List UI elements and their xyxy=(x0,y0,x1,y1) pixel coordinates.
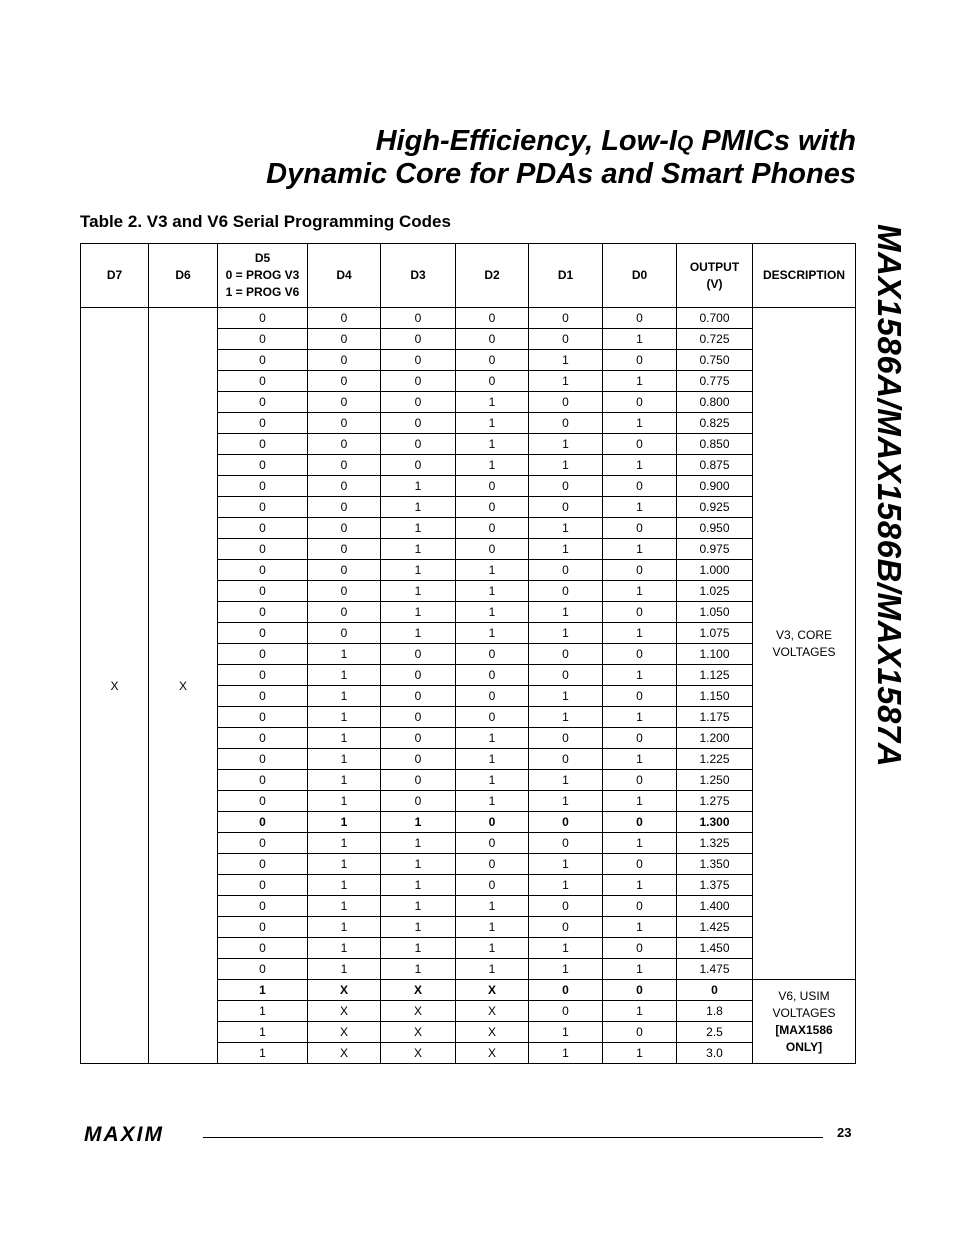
cell-d2: 0 xyxy=(456,833,529,854)
cell-d1: 0 xyxy=(529,812,603,833)
cell-d2: X xyxy=(456,1043,529,1064)
cell-d2: 0 xyxy=(456,854,529,875)
cell-d5: 0 xyxy=(218,602,308,623)
header-d6: D6 xyxy=(149,244,218,308)
cell-d1: 0 xyxy=(529,497,603,518)
cell-d2: 0 xyxy=(456,329,529,350)
cell-d0: 0 xyxy=(603,644,677,665)
cell-d5: 0 xyxy=(218,959,308,980)
cell-d1: 0 xyxy=(529,644,603,665)
cell-d5: 0 xyxy=(218,413,308,434)
cell-output: 1.300 xyxy=(677,812,753,833)
cell-d3: 0 xyxy=(381,308,456,329)
page-title xyxy=(266,126,856,190)
cell-d1: 1 xyxy=(529,623,603,644)
cell-d4: 1 xyxy=(308,770,381,791)
description-line: VOLTAGES xyxy=(772,1005,836,1020)
footer-rule xyxy=(203,1137,823,1138)
cell-d0: 0 xyxy=(603,896,677,917)
cell-output: 1.200 xyxy=(677,728,753,749)
cell-d2: 1 xyxy=(456,602,529,623)
cell-output: 0.975 xyxy=(677,539,753,560)
cell-output: 1.350 xyxy=(677,854,753,875)
cell-output: 1.250 xyxy=(677,770,753,791)
cell-d2: 1 xyxy=(456,959,529,980)
cell-output: 1.175 xyxy=(677,707,753,728)
cell-d2: 1 xyxy=(456,455,529,476)
cell-d3: 0 xyxy=(381,350,456,371)
cell-d1: 0 xyxy=(529,476,603,497)
title-text-a: High-Efficiency, Low-I xyxy=(375,125,677,157)
cell-d0: 0 xyxy=(603,812,677,833)
cell-d0: 1 xyxy=(603,455,677,476)
cell-output: 1.8 xyxy=(677,1001,753,1022)
header-output xyxy=(677,244,753,308)
cell-d1: 1 xyxy=(529,539,603,560)
cell-d1: 0 xyxy=(529,329,603,350)
cell-output: 0.900 xyxy=(677,476,753,497)
table-caption: Table 2. V3 and V6 Serial Programming Codes xyxy=(80,212,451,231)
cell-d1: 0 xyxy=(529,308,603,329)
cell-d5: 0 xyxy=(218,854,308,875)
cell-d0: 1 xyxy=(603,791,677,812)
cell-d4: 0 xyxy=(308,623,381,644)
cell-d5: 0 xyxy=(218,581,308,602)
cell-d3: 0 xyxy=(381,329,456,350)
cell-d1: 1 xyxy=(529,770,603,791)
cell-d1: 1 xyxy=(529,938,603,959)
cell-d2: 0 xyxy=(456,497,529,518)
part-number-sidebar: MAX1586A/MAX1586B/MAX1587A xyxy=(871,224,908,768)
cell-d7: X xyxy=(81,308,149,1064)
cell-output: 0.850 xyxy=(677,434,753,455)
header-d2: D2 xyxy=(456,244,529,308)
cell-d3: 0 xyxy=(381,392,456,413)
cell-d5: 0 xyxy=(218,707,308,728)
cell-d4: 0 xyxy=(308,497,381,518)
cell-output: 0.800 xyxy=(677,392,753,413)
cell-d2: 1 xyxy=(456,623,529,644)
cell-d5: 0 xyxy=(218,539,308,560)
cell-output: 1.375 xyxy=(677,875,753,896)
cell-d3: 0 xyxy=(381,665,456,686)
cell-output: 1.225 xyxy=(677,749,753,770)
cell-d1: 0 xyxy=(529,917,603,938)
cell-d0: 1 xyxy=(603,539,677,560)
cell-d1: 0 xyxy=(529,413,603,434)
cell-output: 1.050 xyxy=(677,602,753,623)
cell-output: 0.925 xyxy=(677,497,753,518)
cell-d5: 0 xyxy=(218,917,308,938)
cell-d3: 0 xyxy=(381,371,456,392)
cell-d0: 0 xyxy=(603,686,677,707)
cell-d4: 1 xyxy=(308,875,381,896)
cell-d4: 1 xyxy=(308,938,381,959)
cell-d5: 0 xyxy=(218,560,308,581)
cell-d1: 1 xyxy=(529,371,603,392)
cell-d2: 1 xyxy=(456,917,529,938)
cell-d5: 0 xyxy=(218,518,308,539)
cell-d0: 1 xyxy=(603,875,677,896)
cell-d1: 1 xyxy=(529,959,603,980)
cell-d2: 1 xyxy=(456,581,529,602)
header-description: DESCRIPTION xyxy=(753,244,856,308)
cell-output: 1.400 xyxy=(677,896,753,917)
cell-d3: X xyxy=(381,1043,456,1064)
cell-d1: 1 xyxy=(529,455,603,476)
cell-d0: 1 xyxy=(603,917,677,938)
cell-d0: 0 xyxy=(603,392,677,413)
cell-d0: 1 xyxy=(603,1001,677,1022)
header-d7: D7 xyxy=(81,244,149,308)
cell-d1: 0 xyxy=(529,581,603,602)
cell-d1: 1 xyxy=(529,1022,603,1043)
cell-output: 1.125 xyxy=(677,665,753,686)
cell-d1: 1 xyxy=(529,686,603,707)
cell-d1: 1 xyxy=(529,791,603,812)
v3-description xyxy=(753,308,856,980)
cell-output: 1.425 xyxy=(677,917,753,938)
cell-d5: 0 xyxy=(218,434,308,455)
cell-d2: X xyxy=(456,1001,529,1022)
cell-d1: 1 xyxy=(529,602,603,623)
cell-d0: 0 xyxy=(603,602,677,623)
cell-d3: 0 xyxy=(381,749,456,770)
cell-d4: 0 xyxy=(308,329,381,350)
cell-d2: X xyxy=(456,1022,529,1043)
cell-d3: 1 xyxy=(381,896,456,917)
cell-d5: 0 xyxy=(218,392,308,413)
cell-d0: 0 xyxy=(603,1022,677,1043)
cell-d3: 1 xyxy=(381,623,456,644)
cell-d0: 1 xyxy=(603,497,677,518)
cell-d4: 1 xyxy=(308,959,381,980)
cell-d2: 1 xyxy=(456,434,529,455)
programming-codes-table xyxy=(80,243,856,1064)
cell-d0: 1 xyxy=(603,371,677,392)
cell-d4: 0 xyxy=(308,308,381,329)
cell-d0: 0 xyxy=(603,854,677,875)
description-line: V6, USIM xyxy=(778,988,830,1003)
cell-d2: 1 xyxy=(456,392,529,413)
cell-d5: 0 xyxy=(218,728,308,749)
cell-d5: 0 xyxy=(218,455,308,476)
cell-d4: 1 xyxy=(308,665,381,686)
header-d1: D1 xyxy=(529,244,603,308)
description-line: ONLY] xyxy=(785,1039,823,1054)
header-d3: D3 xyxy=(381,244,456,308)
cell-d5: 0 xyxy=(218,329,308,350)
cell-d3: 1 xyxy=(381,539,456,560)
cell-output: 1.150 xyxy=(677,686,753,707)
cell-d5: 1 xyxy=(218,980,308,1001)
cell-d5: 0 xyxy=(218,644,308,665)
cell-d5: 0 xyxy=(218,371,308,392)
cell-d0: 0 xyxy=(603,770,677,791)
cell-output: 0.950 xyxy=(677,518,753,539)
cell-d4: X xyxy=(308,1043,381,1064)
cell-d1: 1 xyxy=(529,1043,603,1064)
cell-d4: 1 xyxy=(308,728,381,749)
cell-d5: 0 xyxy=(218,896,308,917)
cell-d5: 1 xyxy=(218,1043,308,1064)
cell-d3: 1 xyxy=(381,518,456,539)
cell-d4: 0 xyxy=(308,560,381,581)
cell-d1: 0 xyxy=(529,1001,603,1022)
cell-d2: 1 xyxy=(456,938,529,959)
cell-output: 2.5 xyxy=(677,1022,753,1043)
cell-d0: 1 xyxy=(603,623,677,644)
cell-d5: 0 xyxy=(218,791,308,812)
cell-d4: 0 xyxy=(308,413,381,434)
cell-d1: 1 xyxy=(529,854,603,875)
cell-d2: 0 xyxy=(456,665,529,686)
cell-d5: 0 xyxy=(218,770,308,791)
cell-d4: 0 xyxy=(308,392,381,413)
cell-d0: 0 xyxy=(603,308,677,329)
cell-d5: 0 xyxy=(218,875,308,896)
cell-d0: 1 xyxy=(603,959,677,980)
description-line: [MAX1586 xyxy=(775,1022,833,1037)
cell-d4: 1 xyxy=(308,791,381,812)
cell-d3: X xyxy=(381,1001,456,1022)
cell-output: 1.000 xyxy=(677,560,753,581)
cell-d3: 1 xyxy=(381,560,456,581)
cell-d5: 0 xyxy=(218,623,308,644)
cell-d0: 0 xyxy=(603,560,677,581)
cell-d1: 0 xyxy=(529,749,603,770)
cell-output: 0.725 xyxy=(677,329,753,350)
cell-d0: 1 xyxy=(603,833,677,854)
cell-d2: 0 xyxy=(456,812,529,833)
cell-d2: X xyxy=(456,980,529,1001)
cell-d5: 1 xyxy=(218,1022,308,1043)
cell-d4: 1 xyxy=(308,707,381,728)
cell-d0: 1 xyxy=(603,665,677,686)
cell-d2: 0 xyxy=(456,371,529,392)
cell-d0: 0 xyxy=(603,518,677,539)
cell-d0: 0 xyxy=(603,938,677,959)
cell-d4: 1 xyxy=(308,917,381,938)
cell-d1: 1 xyxy=(529,350,603,371)
cell-output: 1.275 xyxy=(677,791,753,812)
cell-d2: 0 xyxy=(456,539,529,560)
cell-output: 1.075 xyxy=(677,623,753,644)
cell-d0: 0 xyxy=(603,350,677,371)
cell-d3: 0 xyxy=(381,686,456,707)
table-header-row xyxy=(81,244,856,308)
cell-d4: 0 xyxy=(308,539,381,560)
header-output-line1: OUTPUT xyxy=(689,259,740,274)
cell-d2: 1 xyxy=(456,560,529,581)
cell-d6: X xyxy=(149,308,218,1064)
header-d5-line2: 0 = PROG V3 xyxy=(225,268,300,282)
cell-d2: 1 xyxy=(456,896,529,917)
header-output-line2: (V) xyxy=(706,276,723,291)
cell-output: 0 xyxy=(677,980,753,1001)
cell-d1: 1 xyxy=(529,518,603,539)
cell-d1: 1 xyxy=(529,707,603,728)
title-subscript: Q xyxy=(676,132,694,155)
cell-d5: 0 xyxy=(218,476,308,497)
v6-description xyxy=(753,980,856,1064)
header-d5-line1: D5 xyxy=(254,251,271,265)
cell-d4: 1 xyxy=(308,854,381,875)
cell-d4: 1 xyxy=(308,896,381,917)
cell-d2: 0 xyxy=(456,518,529,539)
cell-output: 0.825 xyxy=(677,413,753,434)
cell-d2: 0 xyxy=(456,686,529,707)
cell-d5: 0 xyxy=(218,497,308,518)
header-d0: D0 xyxy=(603,244,677,308)
cell-d1: 0 xyxy=(529,896,603,917)
cell-d3: 1 xyxy=(381,497,456,518)
cell-d4: X xyxy=(308,1022,381,1043)
cell-d5: 0 xyxy=(218,938,308,959)
cell-d3: 1 xyxy=(381,833,456,854)
table-row xyxy=(81,308,856,329)
cell-d2: 1 xyxy=(456,413,529,434)
cell-d3: 0 xyxy=(381,791,456,812)
cell-d3: X xyxy=(381,1022,456,1043)
header-d5-line3: 1 = PROG V6 xyxy=(225,285,300,299)
description-line: VOLTAGES xyxy=(772,644,836,659)
cell-d3: 1 xyxy=(381,812,456,833)
cell-d4: 0 xyxy=(308,350,381,371)
cell-d2: 0 xyxy=(456,350,529,371)
cell-d0: 1 xyxy=(603,749,677,770)
cell-d3: 1 xyxy=(381,917,456,938)
cell-d4: 1 xyxy=(308,749,381,770)
cell-output: 1.325 xyxy=(677,833,753,854)
cell-d1: 0 xyxy=(529,980,603,1001)
cell-output: 1.450 xyxy=(677,938,753,959)
cell-d3: 1 xyxy=(381,581,456,602)
cell-d4: 0 xyxy=(308,455,381,476)
header-d4: D4 xyxy=(308,244,381,308)
cell-output: 1.475 xyxy=(677,959,753,980)
cell-output: 3.0 xyxy=(677,1043,753,1064)
cell-d1: 1 xyxy=(529,434,603,455)
cell-d3: 1 xyxy=(381,875,456,896)
cell-d0: 0 xyxy=(603,476,677,497)
title-line-2: Dynamic Core for PDAs and Smart Phones xyxy=(266,158,856,190)
cell-d1: 0 xyxy=(529,392,603,413)
title-line-1 xyxy=(266,126,856,159)
cell-d2: 0 xyxy=(456,875,529,896)
cell-d4: 1 xyxy=(308,812,381,833)
cell-d3: X xyxy=(381,980,456,1001)
cell-d3: 1 xyxy=(381,959,456,980)
maxim-logo-text: MAXIM xyxy=(84,1124,164,1144)
cell-d4: 0 xyxy=(308,371,381,392)
cell-d3: 1 xyxy=(381,602,456,623)
cell-d4: 0 xyxy=(308,581,381,602)
cell-d1: 0 xyxy=(529,665,603,686)
cell-output: 1.100 xyxy=(677,644,753,665)
cell-output: 0.775 xyxy=(677,371,753,392)
cell-d4: 0 xyxy=(308,602,381,623)
cell-d2: 0 xyxy=(456,707,529,728)
cell-d0: 1 xyxy=(603,1043,677,1064)
cell-d2: 1 xyxy=(456,728,529,749)
cell-d5: 0 xyxy=(218,749,308,770)
cell-d4: 1 xyxy=(308,833,381,854)
page-number: 23 xyxy=(837,1125,852,1140)
cell-d0: 0 xyxy=(603,434,677,455)
cell-d5: 1 xyxy=(218,1001,308,1022)
cell-d3: 0 xyxy=(381,455,456,476)
cell-d1: 0 xyxy=(529,560,603,581)
cell-d2: 0 xyxy=(456,476,529,497)
cell-d5: 0 xyxy=(218,812,308,833)
cell-d5: 0 xyxy=(218,833,308,854)
cell-d0: 0 xyxy=(603,980,677,1001)
cell-output: 0.875 xyxy=(677,455,753,476)
cell-d2: 1 xyxy=(456,770,529,791)
cell-d4: 0 xyxy=(308,476,381,497)
cell-d5: 0 xyxy=(218,308,308,329)
cell-d3: 0 xyxy=(381,434,456,455)
cell-d2: 0 xyxy=(456,308,529,329)
cell-d5: 0 xyxy=(218,686,308,707)
cell-d0: 1 xyxy=(603,329,677,350)
cell-output: 0.750 xyxy=(677,350,753,371)
header-d5 xyxy=(218,244,308,308)
cell-d3: 1 xyxy=(381,476,456,497)
cell-d0: 1 xyxy=(603,707,677,728)
cell-d0: 1 xyxy=(603,581,677,602)
cell-d5: 0 xyxy=(218,350,308,371)
cell-output: 1.025 xyxy=(677,581,753,602)
cell-d2: 0 xyxy=(456,644,529,665)
cell-d4: 1 xyxy=(308,686,381,707)
cell-output: 0.700 xyxy=(677,308,753,329)
table-body xyxy=(81,308,856,1064)
cell-d1: 0 xyxy=(529,833,603,854)
cell-d4: X xyxy=(308,1001,381,1022)
cell-d3: 1 xyxy=(381,854,456,875)
cell-d3: 0 xyxy=(381,707,456,728)
cell-d0: 0 xyxy=(603,728,677,749)
cell-d3: 0 xyxy=(381,770,456,791)
cell-d0: 1 xyxy=(603,413,677,434)
cell-d2: 1 xyxy=(456,749,529,770)
cell-d4: 0 xyxy=(308,434,381,455)
cell-d1: 1 xyxy=(529,875,603,896)
description-line: V3, CORE xyxy=(775,627,832,642)
cell-d2: 1 xyxy=(456,791,529,812)
cell-d3: 1 xyxy=(381,938,456,959)
cell-d3: 0 xyxy=(381,413,456,434)
cell-d4: 0 xyxy=(308,518,381,539)
cell-d4: X xyxy=(308,980,381,1001)
cell-d1: 0 xyxy=(529,728,603,749)
cell-d5: 0 xyxy=(218,665,308,686)
maxim-logo xyxy=(84,1124,194,1144)
cell-d3: 0 xyxy=(381,644,456,665)
cell-d3: 0 xyxy=(381,728,456,749)
cell-d4: 1 xyxy=(308,644,381,665)
title-text-b: PMICs with xyxy=(693,125,856,157)
